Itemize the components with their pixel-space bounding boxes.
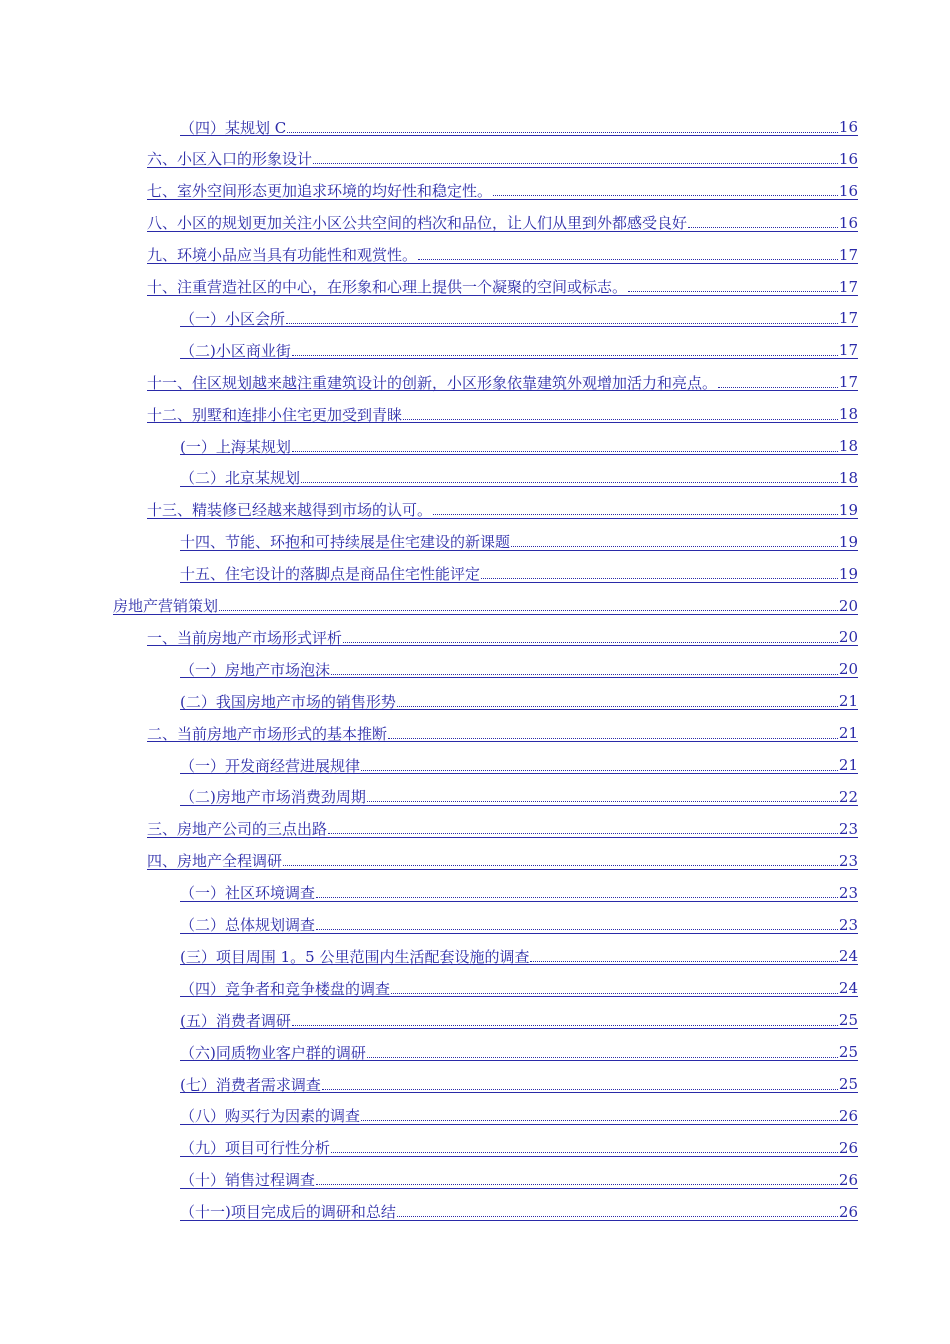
toc-entry-page-number: 21 bbox=[838, 692, 858, 711]
toc-entry-title: （四）竞争者和竞争楼盘的调查 bbox=[180, 979, 391, 998]
toc-entry[interactable] bbox=[180, 335, 858, 365]
dot-leader bbox=[418, 245, 838, 260]
toc-entry-title: （一）社区环境调查 bbox=[180, 884, 316, 903]
toc-entry-title: （九）项目可行性分析 bbox=[180, 1139, 331, 1158]
toc-entry-title: 十二、别墅和连排小住宅更加受到青睐 bbox=[147, 405, 403, 424]
toc-entry[interactable] bbox=[147, 208, 858, 238]
toc-entry[interactable] bbox=[147, 718, 858, 748]
toc-entry[interactable] bbox=[180, 910, 858, 940]
dot-leader bbox=[367, 787, 838, 802]
toc-entry-title: 九、环境小品应当具有功能性和观赏性。 bbox=[147, 246, 418, 265]
dot-leader bbox=[292, 1011, 838, 1026]
dot-leader bbox=[316, 1170, 838, 1185]
toc-entry-page-number: 21 bbox=[838, 724, 858, 743]
toc-entry-page-number: 20 bbox=[838, 660, 858, 679]
toc-entry[interactable] bbox=[113, 591, 858, 621]
toc-entry-title: 房地产营销策划 bbox=[113, 597, 219, 615]
toc-entry-title: （六)同质物业客户群的调研 bbox=[180, 1043, 366, 1062]
dot-leader bbox=[397, 692, 838, 707]
dot-leader bbox=[403, 405, 838, 420]
dot-leader bbox=[286, 309, 838, 324]
toc-entry-page-number: 19 bbox=[838, 532, 858, 551]
toc-entry-page-number: 25 bbox=[838, 1075, 858, 1093]
toc-entry-page-number: 17 bbox=[838, 309, 858, 328]
dot-leader bbox=[493, 181, 838, 196]
dot-leader bbox=[301, 468, 838, 483]
toc-entry-title: 一、当前房地产市场形式评析 bbox=[147, 628, 343, 647]
toc-entry-page-number: 18 bbox=[838, 468, 858, 487]
toc-entry-title: （二）总体规划调查 bbox=[180, 916, 316, 934]
toc-entry-title: （八）购买行为因素的调查 bbox=[180, 1107, 361, 1126]
toc-entry-title: （二)房地产市场消费劲周期 bbox=[180, 788, 366, 807]
toc-entry-page-number: 24 bbox=[838, 947, 858, 966]
dot-leader bbox=[397, 1202, 838, 1217]
toc-entry-page-number: 16 bbox=[838, 213, 858, 232]
toc-entry-page-number: 19 bbox=[838, 500, 858, 519]
dot-leader bbox=[343, 628, 838, 643]
toc-entry-page-number: 23 bbox=[838, 851, 858, 870]
toc-entry[interactable] bbox=[147, 240, 858, 270]
toc-entry[interactable] bbox=[180, 431, 858, 461]
dot-leader bbox=[367, 1043, 838, 1058]
toc-entry[interactable] bbox=[180, 878, 858, 908]
toc-entry[interactable] bbox=[180, 1037, 858, 1067]
toc-entry[interactable] bbox=[180, 782, 858, 812]
toc-entry-title: 十、注重营造社区的中心，在形象和心理上提供一个凝聚的空间或标志。 bbox=[147, 278, 628, 296]
toc-entry[interactable] bbox=[147, 399, 858, 429]
toc-entry[interactable] bbox=[147, 622, 858, 652]
toc-entry[interactable] bbox=[147, 272, 858, 302]
toc-entry-title: 三、房地产公司的三点出路 bbox=[147, 820, 328, 839]
dot-leader bbox=[391, 979, 838, 994]
toc-entry-page-number: 26 bbox=[838, 1106, 858, 1125]
toc-entry[interactable] bbox=[180, 941, 858, 971]
toc-entry-title: (二）我国房地产市场的销售形势 bbox=[180, 692, 396, 711]
toc-entry-page-number: 16 bbox=[838, 181, 858, 200]
dot-leader bbox=[718, 373, 838, 388]
dot-leader bbox=[313, 149, 838, 164]
toc-entry-title: (三）项目周围 1。5 公里范围内生活配套设施的调查 bbox=[180, 947, 530, 966]
toc-entry-title: 二、当前房地产市场形式的基本推断 bbox=[147, 724, 388, 743]
toc-entry-page-number: 17 bbox=[838, 245, 858, 264]
toc-entry-title: （十一)项目完成后的调研和总结 bbox=[180, 1203, 396, 1222]
toc-entry-page-number: 23 bbox=[838, 819, 858, 838]
toc-entry-title: 十一、住区规划越来越注重建筑设计的创新，小区形象依靠建筑外观增加活力和亮点。 bbox=[147, 373, 718, 392]
toc-entry-title: （二)小区商业街 bbox=[180, 341, 291, 360]
dot-leader bbox=[388, 724, 838, 739]
dot-leader bbox=[530, 947, 837, 962]
dot-leader bbox=[688, 213, 838, 228]
toc-entry-page-number: 23 bbox=[838, 883, 858, 902]
toc-entry-page-number: 24 bbox=[838, 979, 858, 998]
dot-leader bbox=[628, 277, 838, 292]
dot-leader bbox=[481, 564, 838, 579]
toc-entry-title: 十五、住宅设计的落脚点是商品住宅性能评定 bbox=[180, 565, 481, 584]
dot-leader bbox=[322, 1075, 838, 1090]
toc-entry[interactable] bbox=[147, 814, 858, 844]
toc-entry-page-number: 25 bbox=[838, 1043, 858, 1062]
toc-entry[interactable] bbox=[147, 144, 858, 174]
toc-entry[interactable] bbox=[180, 654, 858, 684]
toc-entry-page-number: 22 bbox=[838, 787, 858, 806]
toc-entry[interactable] bbox=[180, 559, 858, 589]
dot-leader bbox=[292, 437, 838, 452]
toc-entry[interactable] bbox=[180, 1197, 858, 1227]
toc-entry-page-number: 18 bbox=[838, 437, 858, 455]
toc-entry[interactable] bbox=[180, 1165, 858, 1195]
toc-entry-title: 六、小区入口的形象设计 bbox=[147, 150, 313, 169]
toc-entry-title: （二）北京某规划 bbox=[180, 469, 301, 488]
toc-entry[interactable] bbox=[180, 686, 858, 716]
toc-entry[interactable] bbox=[180, 750, 858, 780]
toc-entry-page-number: 17 bbox=[838, 341, 858, 360]
dot-leader bbox=[433, 500, 838, 515]
toc-entry-page-number: 26 bbox=[838, 1170, 858, 1189]
toc-entry-title: (七）消费者需求调查 bbox=[180, 1075, 321, 1094]
dot-leader bbox=[361, 1106, 838, 1121]
toc-entry-title: (五）消费者调研 bbox=[180, 1011, 291, 1030]
toc-entry[interactable] bbox=[180, 463, 858, 493]
toc-entry[interactable] bbox=[147, 846, 858, 876]
toc-entry-title: （一）房地产市场泡沫 bbox=[180, 660, 331, 679]
toc-entry-page-number: 17 bbox=[838, 373, 858, 392]
dot-leader bbox=[287, 118, 838, 133]
toc-entry-page-number: 23 bbox=[838, 915, 858, 934]
toc-entry[interactable] bbox=[180, 303, 858, 333]
toc-entry[interactable] bbox=[180, 1133, 858, 1163]
toc-entry-title: 七、室外空间形态更加追求环境的均好性和稳定性。 bbox=[147, 182, 493, 201]
toc-entry[interactable] bbox=[147, 176, 858, 206]
toc-entry[interactable] bbox=[180, 973, 858, 1003]
dot-leader bbox=[328, 819, 838, 834]
toc-entry-page-number: 26 bbox=[838, 1202, 858, 1221]
toc-entry[interactable] bbox=[180, 527, 858, 557]
toc-entry-page-number: 26 bbox=[838, 1138, 858, 1157]
toc-entry-page-number: 17 bbox=[838, 277, 858, 296]
toc-entry-title: 四、房地产全程调研 bbox=[147, 852, 283, 871]
toc-entry-title: （十）销售过程调查 bbox=[180, 1171, 316, 1190]
dot-leader bbox=[219, 596, 838, 611]
toc-entry-page-number: 16 bbox=[838, 149, 858, 168]
dot-leader bbox=[331, 1138, 838, 1153]
toc-entry-title: （一）开发商经营进展规律 bbox=[180, 756, 361, 775]
toc-entry-page-number: 19 bbox=[838, 564, 858, 583]
toc-entry[interactable] bbox=[180, 1005, 858, 1035]
toc-entry-title: (一）上海某规划 bbox=[180, 437, 291, 456]
toc-entry-title: 十四、节能、环抱和可持续展是住宅建设的新课题 bbox=[180, 533, 511, 552]
toc-entry-page-number: 18 bbox=[838, 405, 858, 424]
toc-entry-page-number: 16 bbox=[838, 118, 858, 136]
toc-entry-page-number: 21 bbox=[838, 756, 858, 774]
toc-entry-title: （四）某规划 C bbox=[180, 118, 287, 137]
toc-entry[interactable] bbox=[180, 112, 858, 142]
toc-entry-title: 十三、精装修已经越来越得到市场的认可。 bbox=[147, 501, 433, 520]
toc-entry-page-number: 25 bbox=[838, 1011, 858, 1030]
dot-leader bbox=[292, 341, 838, 356]
toc-entry[interactable] bbox=[147, 495, 858, 525]
dot-leader bbox=[316, 915, 838, 930]
dot-leader bbox=[316, 883, 838, 898]
toc-entry-title: 八、小区的规划更加关注小区公共空间的档次和品位，让人们从里到外都感受良好 bbox=[147, 214, 688, 233]
dot-leader bbox=[283, 851, 838, 866]
toc-entry[interactable] bbox=[180, 1101, 858, 1131]
dot-leader bbox=[511, 532, 838, 547]
dot-leader bbox=[361, 756, 838, 771]
toc-entry-page-number: 20 bbox=[838, 628, 858, 647]
toc-entry[interactable] bbox=[180, 1069, 858, 1099]
toc-entry-page-number: 20 bbox=[838, 596, 858, 615]
toc-entry[interactable] bbox=[147, 367, 858, 397]
dot-leader bbox=[331, 660, 838, 675]
toc-entry-title: （一）小区会所 bbox=[180, 309, 286, 328]
